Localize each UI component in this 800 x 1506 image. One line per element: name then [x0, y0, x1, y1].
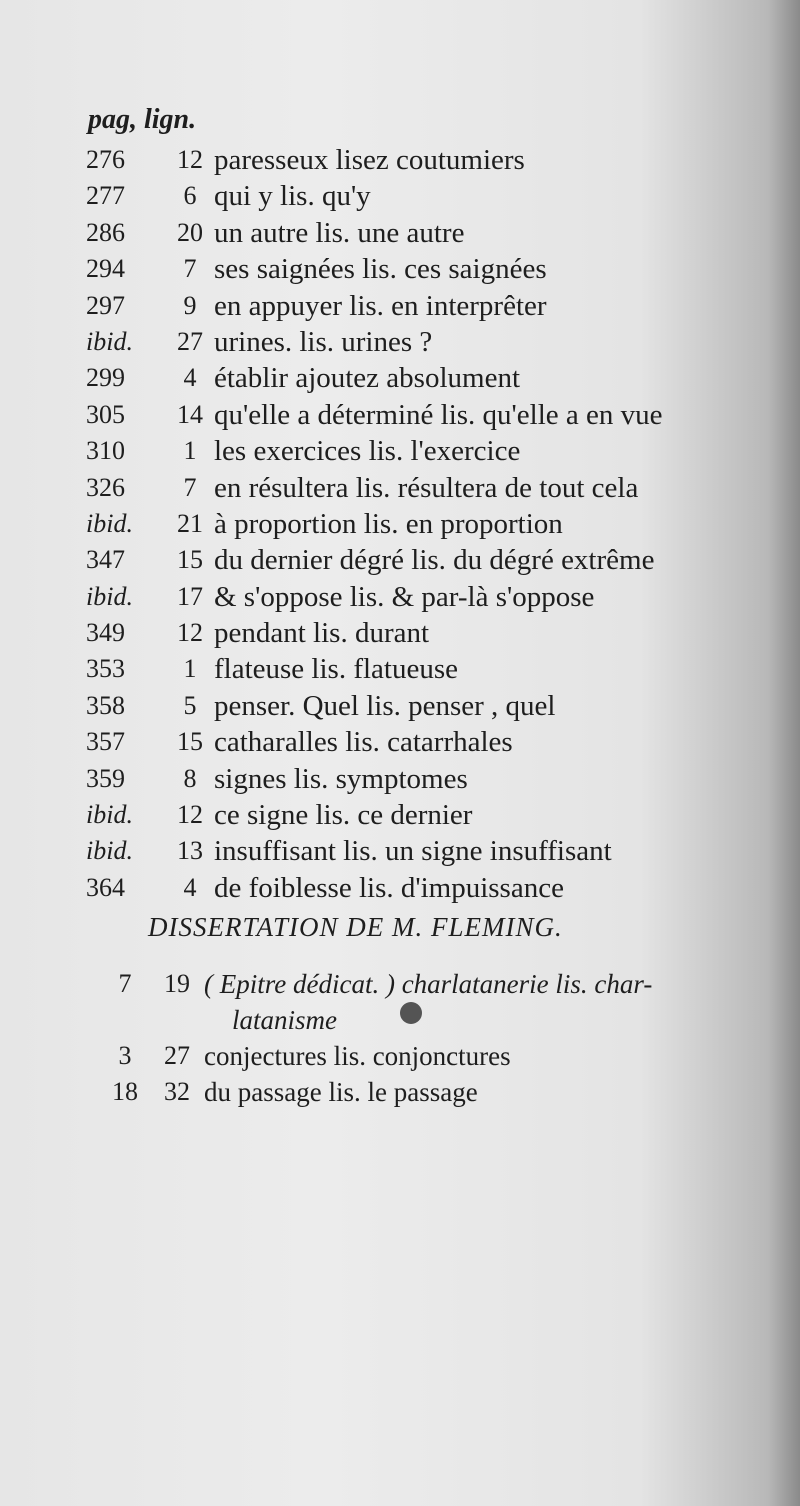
errata-row: [86, 506, 786, 542]
line-number: 13: [177, 836, 203, 866]
errata-row: [100, 966, 790, 1038]
line-number: 12: [177, 800, 203, 830]
page-number: 347: [86, 545, 125, 575]
errata-row: [86, 797, 786, 833]
page-number: 305: [86, 399, 125, 429]
errata-row: [86, 251, 786, 287]
correction-text: flateuse lis. flatueuse: [214, 653, 458, 686]
page-number: 277: [86, 181, 125, 211]
errata-row: [86, 360, 786, 396]
page-number: 297: [86, 290, 125, 320]
line-number: 12: [177, 145, 203, 174]
correction-continuation: latanisme: [232, 1005, 337, 1035]
page-number: 3: [118, 1041, 132, 1070]
correction-text: en appuyer lis. en interprêter: [214, 289, 547, 322]
line-number: 12: [177, 618, 203, 648]
errata-row: [86, 724, 786, 760]
line-number: 17: [177, 581, 203, 611]
line-number: 7: [183, 254, 197, 284]
line-number: 4: [183, 363, 197, 393]
line-number: 1: [183, 436, 197, 466]
page-number: ibid.: [86, 836, 133, 866]
line-number: 6: [183, 181, 197, 211]
correction-text: [204, 966, 790, 1038]
errata-row: [86, 688, 786, 724]
correction-text: pendant lis. durant: [214, 617, 430, 650]
page-number: 310: [86, 436, 125, 466]
errata-row: [86, 542, 786, 578]
page-number: ibid.: [86, 581, 133, 611]
line-number: 5: [183, 690, 197, 720]
line-number: 20: [177, 217, 203, 247]
line-number: 8: [183, 763, 197, 793]
errata-row: [86, 142, 786, 178]
correction-text: insuffisant lis. un signe insuffisant: [214, 835, 612, 868]
errata-row: [86, 470, 786, 506]
correction-text: du passage lis. le passage: [204, 1077, 478, 1107]
line-number: 7: [183, 472, 197, 502]
errata-row: [86, 870, 786, 906]
errata-list: [86, 142, 786, 906]
correction-text: paresseux lisez coutumiers: [214, 144, 525, 176]
errata-row: [86, 833, 786, 869]
correction-main: ( Epitre dédicat. ) charlatanerie lis. char-: [204, 969, 653, 999]
errata-row: [86, 433, 786, 469]
page-number: 326: [86, 472, 125, 502]
errata-row: [86, 579, 786, 615]
correction-text: signes lis. symptomes: [214, 762, 468, 795]
line-number: 4: [183, 872, 197, 902]
line-number: 27: [177, 326, 203, 356]
ink-spot: [400, 1002, 422, 1024]
correction-text: urines. lis. urines ?: [214, 325, 433, 358]
errata-row: [86, 324, 786, 360]
correction-text: en résultera lis. résultera de tout cela: [214, 471, 639, 504]
page-number: 349: [86, 618, 125, 648]
page-number: 358: [86, 690, 125, 720]
errata-row: [100, 1038, 790, 1074]
page-number: 7: [118, 969, 132, 998]
page-number: ibid.: [86, 508, 133, 538]
page-number: 359: [86, 763, 125, 793]
correction-text: à proportion lis. en proportion: [214, 507, 563, 540]
errata-row: [86, 288, 786, 324]
correction-text: un autre lis. une autre: [214, 216, 465, 249]
correction-text: & s'oppose lis. & par-là s'oppose: [214, 580, 595, 613]
errata-row: [86, 651, 786, 687]
correction-text: les exercices lis. l'exercice: [214, 435, 521, 468]
correction-text: ce signe lis. ce dernier: [214, 799, 473, 832]
line-number: 9: [183, 290, 197, 320]
errata-row: [86, 215, 786, 251]
line-number: 15: [177, 545, 203, 575]
correction-text: du dernier dégré lis. du dégré extrême: [214, 544, 655, 577]
errata-row: [86, 178, 786, 214]
correction-text: de foiblesse lis. d'impuissance: [214, 871, 564, 904]
correction-text: qu'elle a déterminé lis. qu'elle a en vue: [214, 398, 663, 431]
correction-text: qui y lis. qu'y: [214, 180, 371, 213]
page-number: 353: [86, 654, 125, 684]
correction-text: ses saignées lis. ces saignées: [214, 253, 547, 286]
page-number: ibid.: [86, 800, 133, 830]
correction-text: catharalles lis. catarrhales: [214, 726, 513, 759]
errata-row: [100, 1074, 790, 1110]
page-number: 294: [86, 254, 125, 284]
correction-text: conjectures lis. conjonctures: [204, 1041, 511, 1071]
page-number: 286: [86, 217, 125, 247]
errata-list-dissertation: [100, 966, 790, 1110]
line-number: 1: [183, 654, 197, 684]
line-number: 21: [177, 508, 203, 538]
line-number: 32: [164, 1077, 190, 1106]
page-number: 18: [112, 1077, 138, 1106]
line-number: 19: [164, 969, 190, 998]
line-number: 14: [177, 399, 203, 429]
page-number: 299: [86, 363, 125, 393]
errata-row: [86, 397, 786, 433]
page-number: 364: [86, 872, 125, 902]
errata-row: [86, 761, 786, 797]
page-number: 357: [86, 727, 125, 757]
errata-row: [86, 615, 786, 651]
page-number: ibid.: [86, 326, 133, 356]
page-number: 276: [86, 145, 125, 174]
correction-text: établir ajoutez absolument: [214, 362, 521, 395]
column-header: pag, lign.: [88, 104, 197, 135]
line-number: 27: [164, 1041, 190, 1070]
line-number: 15: [177, 727, 203, 757]
correction-text: penser. Quel lis. penser , quel: [214, 689, 556, 722]
section-title: DISSERTATION DE M. FLEMING.: [148, 912, 563, 942]
